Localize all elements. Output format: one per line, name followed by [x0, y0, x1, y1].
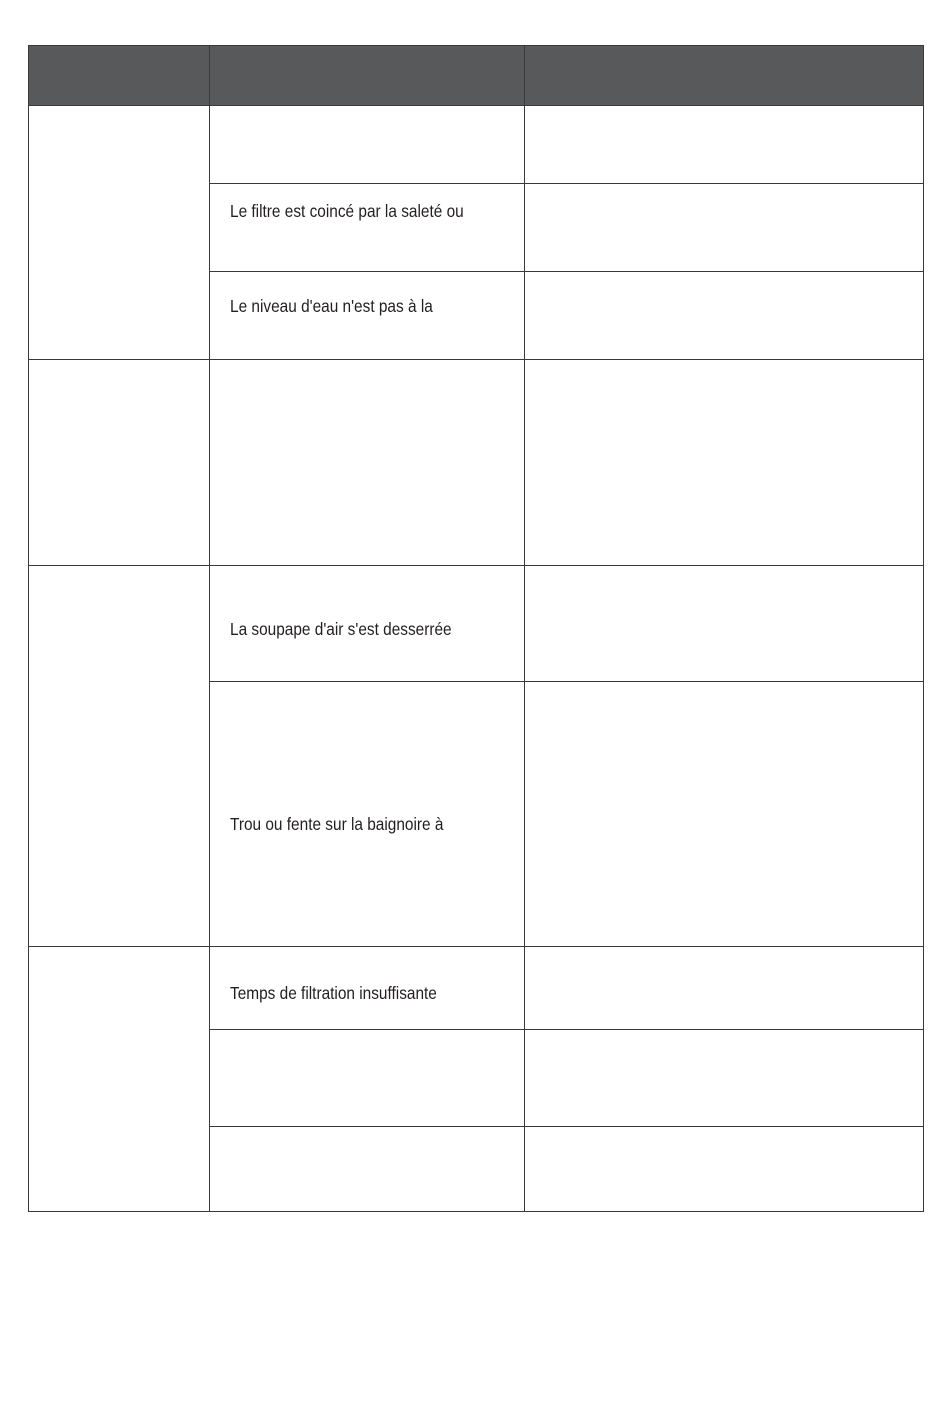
header-cause [210, 46, 525, 106]
solution-cell [525, 106, 924, 184]
solution-cell [525, 947, 924, 1030]
header-row [29, 46, 924, 106]
problem-cell [29, 106, 210, 360]
troubleshooting-table [28, 45, 924, 1212]
table-row [29, 947, 924, 1030]
solution-cell [525, 1127, 924, 1212]
problem-cell [29, 566, 210, 947]
cause-text: Le niveau d'eau n'est pas à la [230, 296, 433, 316]
cause-cell [210, 106, 525, 184]
cause-cell [210, 184, 525, 272]
cause-text: La soupape d'air s'est desserrée [230, 618, 452, 639]
problem-cell [29, 360, 210, 566]
table-row [29, 106, 924, 184]
cause-cell [210, 566, 525, 682]
problem-cell [29, 947, 210, 1212]
cause-cell [210, 947, 525, 1030]
table-row [29, 360, 924, 566]
solution-cell [525, 184, 924, 272]
header-solution [525, 46, 924, 106]
cause-text: Le filtre est coincé par la saleté ou [230, 201, 464, 221]
cause-cell [210, 272, 525, 360]
solution-cell [525, 360, 924, 566]
solution-cell [525, 1030, 924, 1127]
table-row [29, 566, 924, 682]
solution-cell [525, 272, 924, 360]
header-problem [29, 46, 210, 106]
cause-cell [210, 1127, 525, 1212]
cause-text: Temps de filtration insuffisante [230, 982, 437, 1003]
solution-cell [525, 682, 924, 947]
cause-cell [210, 682, 525, 947]
solution-cell [525, 566, 924, 682]
cause-text: Trou ou fente sur la baignoire à [230, 814, 444, 834]
cause-cell [210, 1030, 525, 1127]
table-header [29, 46, 924, 106]
cause-cell [210, 360, 525, 566]
table-body [29, 106, 924, 1212]
